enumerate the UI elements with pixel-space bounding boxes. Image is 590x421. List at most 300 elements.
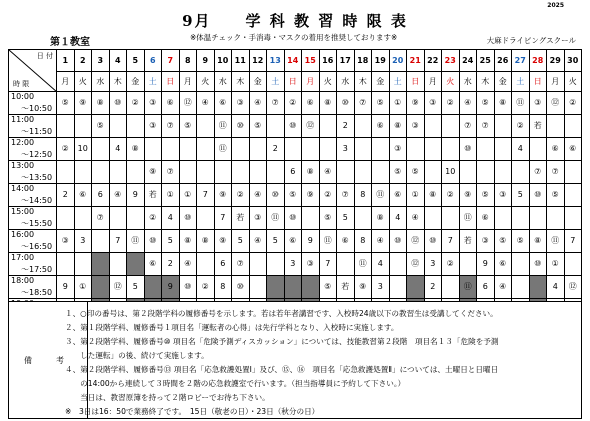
day-number: 20	[389, 50, 407, 72]
lesson-cell	[197, 115, 215, 138]
day-number: 12	[249, 50, 267, 72]
lesson-cell: ②	[197, 276, 215, 299]
weekday: 木	[232, 72, 250, 92]
lesson-cell: 7	[564, 230, 582, 253]
lesson-cell: ⑦	[477, 115, 495, 138]
lesson-cell	[144, 276, 162, 299]
note-line: の14:00から連続して３時間を２階の応急救護室で行います。（担当指導員に予約して下さい。）	[65, 379, 406, 388]
weekday: 土	[389, 72, 407, 92]
time-slot-row	[9, 230, 582, 253]
lesson-cell	[92, 276, 110, 299]
weekday: 土	[512, 72, 530, 92]
lesson-cell: 3	[372, 276, 390, 299]
lesson-cell: ⑦	[547, 161, 565, 184]
lesson-cell: ⑩	[267, 184, 285, 207]
lesson-cell: 2	[424, 276, 442, 299]
slot-end: ～10:50	[21, 104, 53, 114]
lesson-cell	[284, 138, 302, 161]
lesson-cell: 4	[162, 207, 180, 230]
weekday: 月	[57, 72, 75, 92]
lesson-cell: ⑤	[389, 161, 407, 184]
weekday: 日	[284, 72, 302, 92]
lesson-cell: 5	[232, 230, 250, 253]
lesson-cell: ⑤	[407, 161, 425, 184]
lesson-cell: 若	[459, 230, 477, 253]
lesson-cell: ⑥	[337, 230, 355, 253]
lesson-cell: 9	[127, 184, 145, 207]
lesson-cell	[337, 161, 355, 184]
lesson-cell: ⑩	[337, 92, 355, 115]
lesson-cell	[179, 161, 197, 184]
lesson-cell: 5	[337, 207, 355, 230]
day-number: 13	[267, 50, 285, 72]
lesson-cell: ⑩	[389, 230, 407, 253]
lesson-cell: ⑫	[407, 253, 425, 276]
lesson-cell: ⑤	[319, 276, 337, 299]
lesson-cell: ⑤	[372, 92, 390, 115]
day-number: 9	[197, 50, 215, 72]
day-number: 18	[354, 50, 372, 72]
lesson-cell	[74, 161, 92, 184]
time-slot-label	[9, 161, 57, 184]
lesson-cell: ⑤	[179, 115, 197, 138]
lesson-cell: ⑪	[459, 207, 477, 230]
day-number: 15	[302, 50, 320, 72]
lesson-cell: ②	[144, 207, 162, 230]
lesson-cell	[459, 161, 477, 184]
lesson-cell: ⑪	[354, 253, 372, 276]
lesson-cell	[529, 138, 547, 161]
lesson-cell: 6	[477, 276, 495, 299]
day-number: 26	[494, 50, 512, 72]
lesson-cell: 3	[337, 138, 355, 161]
slot-end: ～17:50	[21, 265, 53, 275]
lesson-cell	[494, 161, 512, 184]
slot-end: ～13:50	[21, 173, 53, 183]
lesson-cell: 4	[389, 207, 407, 230]
lesson-cell	[127, 161, 145, 184]
lesson-cell	[547, 207, 565, 230]
lesson-cell: ⑨	[74, 92, 92, 115]
lesson-cell: ②	[319, 184, 337, 207]
lesson-cell	[319, 115, 337, 138]
lesson-cell	[74, 207, 92, 230]
lesson-cell	[424, 138, 442, 161]
lesson-cell: ③	[144, 92, 162, 115]
lesson-cell: ②	[127, 92, 145, 115]
year-label: 2025	[547, 2, 564, 9]
lesson-cell: ⑨	[459, 184, 477, 207]
lesson-cell: ⑩	[529, 253, 547, 276]
day-number: 10	[214, 50, 232, 72]
lesson-cell	[249, 253, 267, 276]
lesson-cell	[564, 184, 582, 207]
lesson-cell: 3	[74, 230, 92, 253]
lesson-cell: ⑤	[92, 115, 110, 138]
lesson-cell: 4	[372, 253, 390, 276]
lesson-cell	[284, 276, 302, 299]
time-slot-label	[9, 253, 57, 276]
lesson-cell: 5	[127, 276, 145, 299]
time-slot-label	[9, 276, 57, 299]
lesson-cell	[529, 276, 547, 299]
lesson-cell: ⑪	[214, 138, 232, 161]
lesson-cell	[57, 115, 75, 138]
lesson-cell: ⑥	[372, 115, 390, 138]
lesson-cell	[232, 138, 250, 161]
weekday: 水	[459, 72, 477, 92]
lesson-cell: 5	[512, 184, 530, 207]
slot-end: ～12:50	[21, 150, 53, 160]
day-number: 27	[512, 50, 530, 72]
lesson-cell: ③	[424, 92, 442, 115]
lesson-cell: 8	[214, 276, 232, 299]
lesson-cell: ⑩	[179, 207, 197, 230]
lesson-cell: ⑤	[477, 92, 495, 115]
lesson-cell: 2	[267, 138, 285, 161]
lesson-cell: ⑩	[284, 115, 302, 138]
lesson-cell: 若	[337, 276, 355, 299]
lesson-cell: 9	[57, 276, 75, 299]
lesson-cell	[459, 253, 477, 276]
lesson-cell	[424, 115, 442, 138]
lesson-cell: ②	[564, 92, 582, 115]
school-name: 大麻ドライビングスクール	[486, 36, 576, 45]
lesson-cell	[512, 253, 530, 276]
lesson-cell: 10	[74, 138, 92, 161]
lesson-cell	[57, 207, 75, 230]
lesson-cell: ⑫	[302, 115, 320, 138]
lesson-cell: 若	[529, 115, 547, 138]
lesson-cell	[249, 138, 267, 161]
lesson-cell: ⑩	[424, 230, 442, 253]
lesson-cell	[267, 276, 285, 299]
lesson-cell: ④	[494, 276, 512, 299]
lesson-cell: ③	[407, 115, 425, 138]
lesson-cell: ③	[232, 92, 250, 115]
lesson-cell	[302, 207, 320, 230]
lesson-cell	[214, 161, 232, 184]
lesson-cell	[477, 138, 495, 161]
lesson-cell	[127, 115, 145, 138]
lesson-cell: ⑪	[127, 230, 145, 253]
lesson-cell: ①	[74, 276, 92, 299]
slot-start: 13:00	[11, 161, 35, 171]
lesson-cell: 6	[214, 253, 232, 276]
slot-start: 10:00	[11, 92, 35, 101]
lesson-cell: ⑥	[494, 253, 512, 276]
lesson-cell	[372, 138, 390, 161]
lesson-cell: 3	[284, 253, 302, 276]
slot-start: 15:00	[11, 207, 35, 217]
lesson-cell: ④	[319, 161, 337, 184]
lesson-cell: ⑤	[319, 207, 337, 230]
weekday: 土	[144, 72, 162, 92]
lesson-cell	[197, 207, 215, 230]
lesson-cell: ⑥	[547, 138, 565, 161]
day-number: 8	[179, 50, 197, 72]
lesson-cell: ⑩	[232, 276, 250, 299]
schedule-table	[8, 49, 582, 302]
day-number: 7	[162, 50, 180, 72]
time-slot-row	[9, 138, 582, 161]
lesson-cell: 7	[197, 184, 215, 207]
lesson-cell: ⑪	[459, 276, 477, 299]
lesson-cell: 8	[354, 230, 372, 253]
lesson-cell: ⑩	[459, 138, 477, 161]
lesson-cell: ⑦	[337, 184, 355, 207]
lesson-cell: ⑫	[109, 276, 127, 299]
time-slot-row	[9, 161, 582, 184]
lesson-cell: ⑪	[547, 230, 565, 253]
slot-end: ～18:50	[21, 288, 53, 298]
lesson-cell: ⑫	[179, 92, 197, 115]
lesson-cell: ③	[389, 138, 407, 161]
lesson-cell: ⑪	[319, 230, 337, 253]
lesson-cell	[57, 253, 75, 276]
lesson-cell	[92, 161, 110, 184]
lesson-cell: ②	[232, 184, 250, 207]
note-line: 当日は、教習原簿を持って２階ロビーでお待ち下さい。	[65, 393, 270, 402]
lesson-cell: 2	[337, 115, 355, 138]
page-title: 9月 学 科 教 習 時 限 表	[182, 12, 408, 30]
lesson-cell: ⑦	[459, 115, 477, 138]
lesson-cell: ①	[547, 253, 565, 276]
day-number: 21	[407, 50, 425, 72]
lesson-cell: ⑦	[92, 207, 110, 230]
day-number: 29	[547, 50, 565, 72]
lesson-cell: 4	[512, 138, 530, 161]
note-line: ※ 3日は16：50で業務終了です。 15日（敬老の日）・23日（秋分の日）	[65, 407, 320, 416]
lesson-cell: 7	[214, 207, 232, 230]
lesson-cell: ⑧	[197, 230, 215, 253]
lesson-cell	[127, 253, 145, 276]
time-slot-label	[9, 184, 57, 207]
lesson-cell: ⑩	[109, 92, 127, 115]
lesson-cell: ④	[372, 230, 390, 253]
lesson-cell: ⑪	[512, 92, 530, 115]
lesson-cell: ④	[249, 230, 267, 253]
lesson-cell: ⑨	[302, 184, 320, 207]
weekday: 火	[197, 72, 215, 92]
lesson-cell	[302, 276, 320, 299]
lesson-cell: ⑪	[214, 115, 232, 138]
lesson-cell	[197, 161, 215, 184]
lesson-cell	[109, 161, 127, 184]
lesson-cell: ④	[459, 92, 477, 115]
time-slot-row	[9, 253, 582, 276]
lesson-cell: ②	[57, 138, 75, 161]
lesson-cell: ①	[407, 184, 425, 207]
note-line: １、○印の番号は、第２段階学科の履修番号を示します。若は若年者講習です、入校時24歳以下の教習生は受講してください。	[65, 309, 498, 318]
day-number: 4	[109, 50, 127, 72]
weekday: 火	[564, 72, 582, 92]
lesson-cell: 9	[162, 276, 180, 299]
lesson-cell: ⑥	[284, 230, 302, 253]
lesson-cell: ④	[109, 184, 127, 207]
day-number: 30	[564, 50, 582, 72]
day-number: 1	[57, 50, 75, 72]
slot-start: 12:00	[11, 138, 35, 148]
day-number: 16	[319, 50, 337, 72]
day-number: 11	[232, 50, 250, 72]
lesson-cell	[477, 161, 495, 184]
lesson-cell: ⑫	[547, 92, 565, 115]
lesson-cell	[529, 207, 547, 230]
day-number: 17	[337, 50, 355, 72]
slot-end: ～16:50	[21, 242, 53, 252]
day-axis-label: 日 付	[36, 52, 53, 60]
time-slot-row	[9, 207, 582, 230]
day-number: 3	[92, 50, 110, 72]
lesson-cell: ③	[249, 207, 267, 230]
lesson-cell: 3	[424, 253, 442, 276]
lesson-cell: ⑧	[179, 230, 197, 253]
lesson-cell: ⑫	[407, 230, 425, 253]
lesson-cell: ②	[442, 253, 460, 276]
weekday: 月	[302, 72, 320, 92]
lesson-cell	[389, 253, 407, 276]
lesson-cell	[564, 115, 582, 138]
lesson-cell: 7	[319, 253, 337, 276]
weekday: 金	[127, 72, 145, 92]
lesson-cell: ⑧	[319, 92, 337, 115]
lesson-cell: ④	[407, 207, 425, 230]
lesson-cell: ③	[57, 230, 75, 253]
lesson-cell: ③	[477, 230, 495, 253]
lesson-cell: ⑤	[512, 230, 530, 253]
slot-start: 14:00	[11, 184, 35, 194]
classroom-label: 第１教室	[50, 37, 90, 48]
lesson-cell	[109, 115, 127, 138]
lesson-cell	[92, 138, 110, 161]
lesson-cell: ⑧	[302, 161, 320, 184]
lesson-cell	[424, 161, 442, 184]
lesson-cell	[564, 161, 582, 184]
lesson-cell	[512, 161, 530, 184]
weekday: 水	[337, 72, 355, 92]
day-number: 22	[424, 50, 442, 72]
weekday: 木	[109, 72, 127, 92]
day-number: 2	[74, 50, 92, 72]
lesson-cell: ⑪	[372, 184, 390, 207]
lesson-cell: ③	[494, 184, 512, 207]
lesson-cell: ②	[284, 92, 302, 115]
weekday: 日	[162, 72, 180, 92]
slot-start: 17:00	[11, 253, 35, 263]
weekday: 金	[372, 72, 390, 92]
lesson-cell	[57, 161, 75, 184]
lesson-cell: 4	[547, 276, 565, 299]
slot-start: 11:00	[11, 115, 35, 125]
weekday: 土	[267, 72, 285, 92]
weekday: 月	[424, 72, 442, 92]
lesson-cell	[74, 253, 92, 276]
slot-axis-label: 時 限	[13, 80, 30, 88]
lesson-cell	[564, 253, 582, 276]
lesson-cell: ⑧	[92, 92, 110, 115]
lesson-cell: ⑤	[494, 230, 512, 253]
weekday: 水	[92, 72, 110, 92]
lesson-cell	[197, 253, 215, 276]
lesson-cell: ④	[249, 92, 267, 115]
slot-end: ～11:50	[21, 127, 53, 137]
day-number: 5	[127, 50, 145, 72]
lesson-cell: ⑫	[564, 276, 582, 299]
lesson-cell: 2	[57, 184, 75, 207]
note-line: ２、第１段階学科、履修番号１項目名「運転者の心得」は先行学科となり、入校時に実施します。	[65, 323, 399, 332]
weekday: 木	[354, 72, 372, 92]
lesson-cell: 7	[442, 230, 460, 253]
lesson-cell	[354, 115, 372, 138]
lesson-cell: 2	[162, 253, 180, 276]
weekday: 火	[442, 72, 460, 92]
lesson-cell: ③	[529, 92, 547, 115]
weekday: 金	[494, 72, 512, 92]
lesson-cell	[267, 161, 285, 184]
time-slot-row	[9, 92, 582, 115]
weekday: 月	[179, 72, 197, 92]
lesson-cell: ⑤	[249, 115, 267, 138]
lesson-cell: ⑦	[529, 161, 547, 184]
lesson-cell: ⑨	[214, 230, 232, 253]
lesson-cell	[547, 115, 565, 138]
notes-label: 備 考	[9, 302, 88, 418]
lesson-cell: ①	[162, 184, 180, 207]
lesson-cell: ⑩	[529, 184, 547, 207]
day-number: 25	[477, 50, 495, 72]
lesson-cell: 5	[162, 230, 180, 253]
note-line: ３、第２段階学科、履修番号⑩ 項目名「危険予測ディスカッション」については、技能教習第２段階 項目名１３「危険を予測	[65, 337, 499, 346]
note-line: した運転」の後、続けて実施します。	[65, 351, 209, 360]
lesson-cell	[249, 161, 267, 184]
lesson-cell	[442, 207, 460, 230]
time-slot-row	[9, 184, 582, 207]
lesson-cell: ⑦	[162, 115, 180, 138]
lesson-cell: ⑩	[284, 207, 302, 230]
lesson-cell: ⑦	[162, 161, 180, 184]
lesson-cell: ②	[442, 184, 460, 207]
time-slot-label	[9, 115, 57, 138]
lesson-cell: ⑤	[284, 184, 302, 207]
lesson-cell	[127, 207, 145, 230]
weekday: 金	[249, 72, 267, 92]
lesson-cell	[109, 253, 127, 276]
lesson-cell: 若	[232, 207, 250, 230]
lesson-cell	[442, 276, 460, 299]
lesson-cell: ⑥	[162, 92, 180, 115]
lesson-cell: ④	[249, 184, 267, 207]
lesson-cell	[512, 207, 530, 230]
lesson-cell: 10	[442, 161, 460, 184]
lesson-cell: ⑩	[144, 230, 162, 253]
lesson-cell: ⑥	[74, 184, 92, 207]
lesson-cell	[249, 276, 267, 299]
lesson-cell: ⑤	[57, 92, 75, 115]
lesson-cell	[179, 138, 197, 161]
lesson-cell	[494, 207, 512, 230]
lesson-cell	[144, 138, 162, 161]
lesson-cell	[92, 253, 110, 276]
slot-end: ～15:50	[21, 219, 53, 229]
lesson-cell	[424, 207, 442, 230]
day-number: 19	[372, 50, 390, 72]
day-number: 6	[144, 50, 162, 72]
lesson-cell	[389, 276, 407, 299]
lesson-cell	[267, 253, 285, 276]
slot-end	[21, 299, 52, 300]
note-line: ４、第２段階学科、履修番号⑬ 項目名「応急救護処置Ⅰ」及び、⑮、⑯ 項目名「応急救護処置Ⅱ」については、土曜日と日曜日	[65, 365, 499, 374]
